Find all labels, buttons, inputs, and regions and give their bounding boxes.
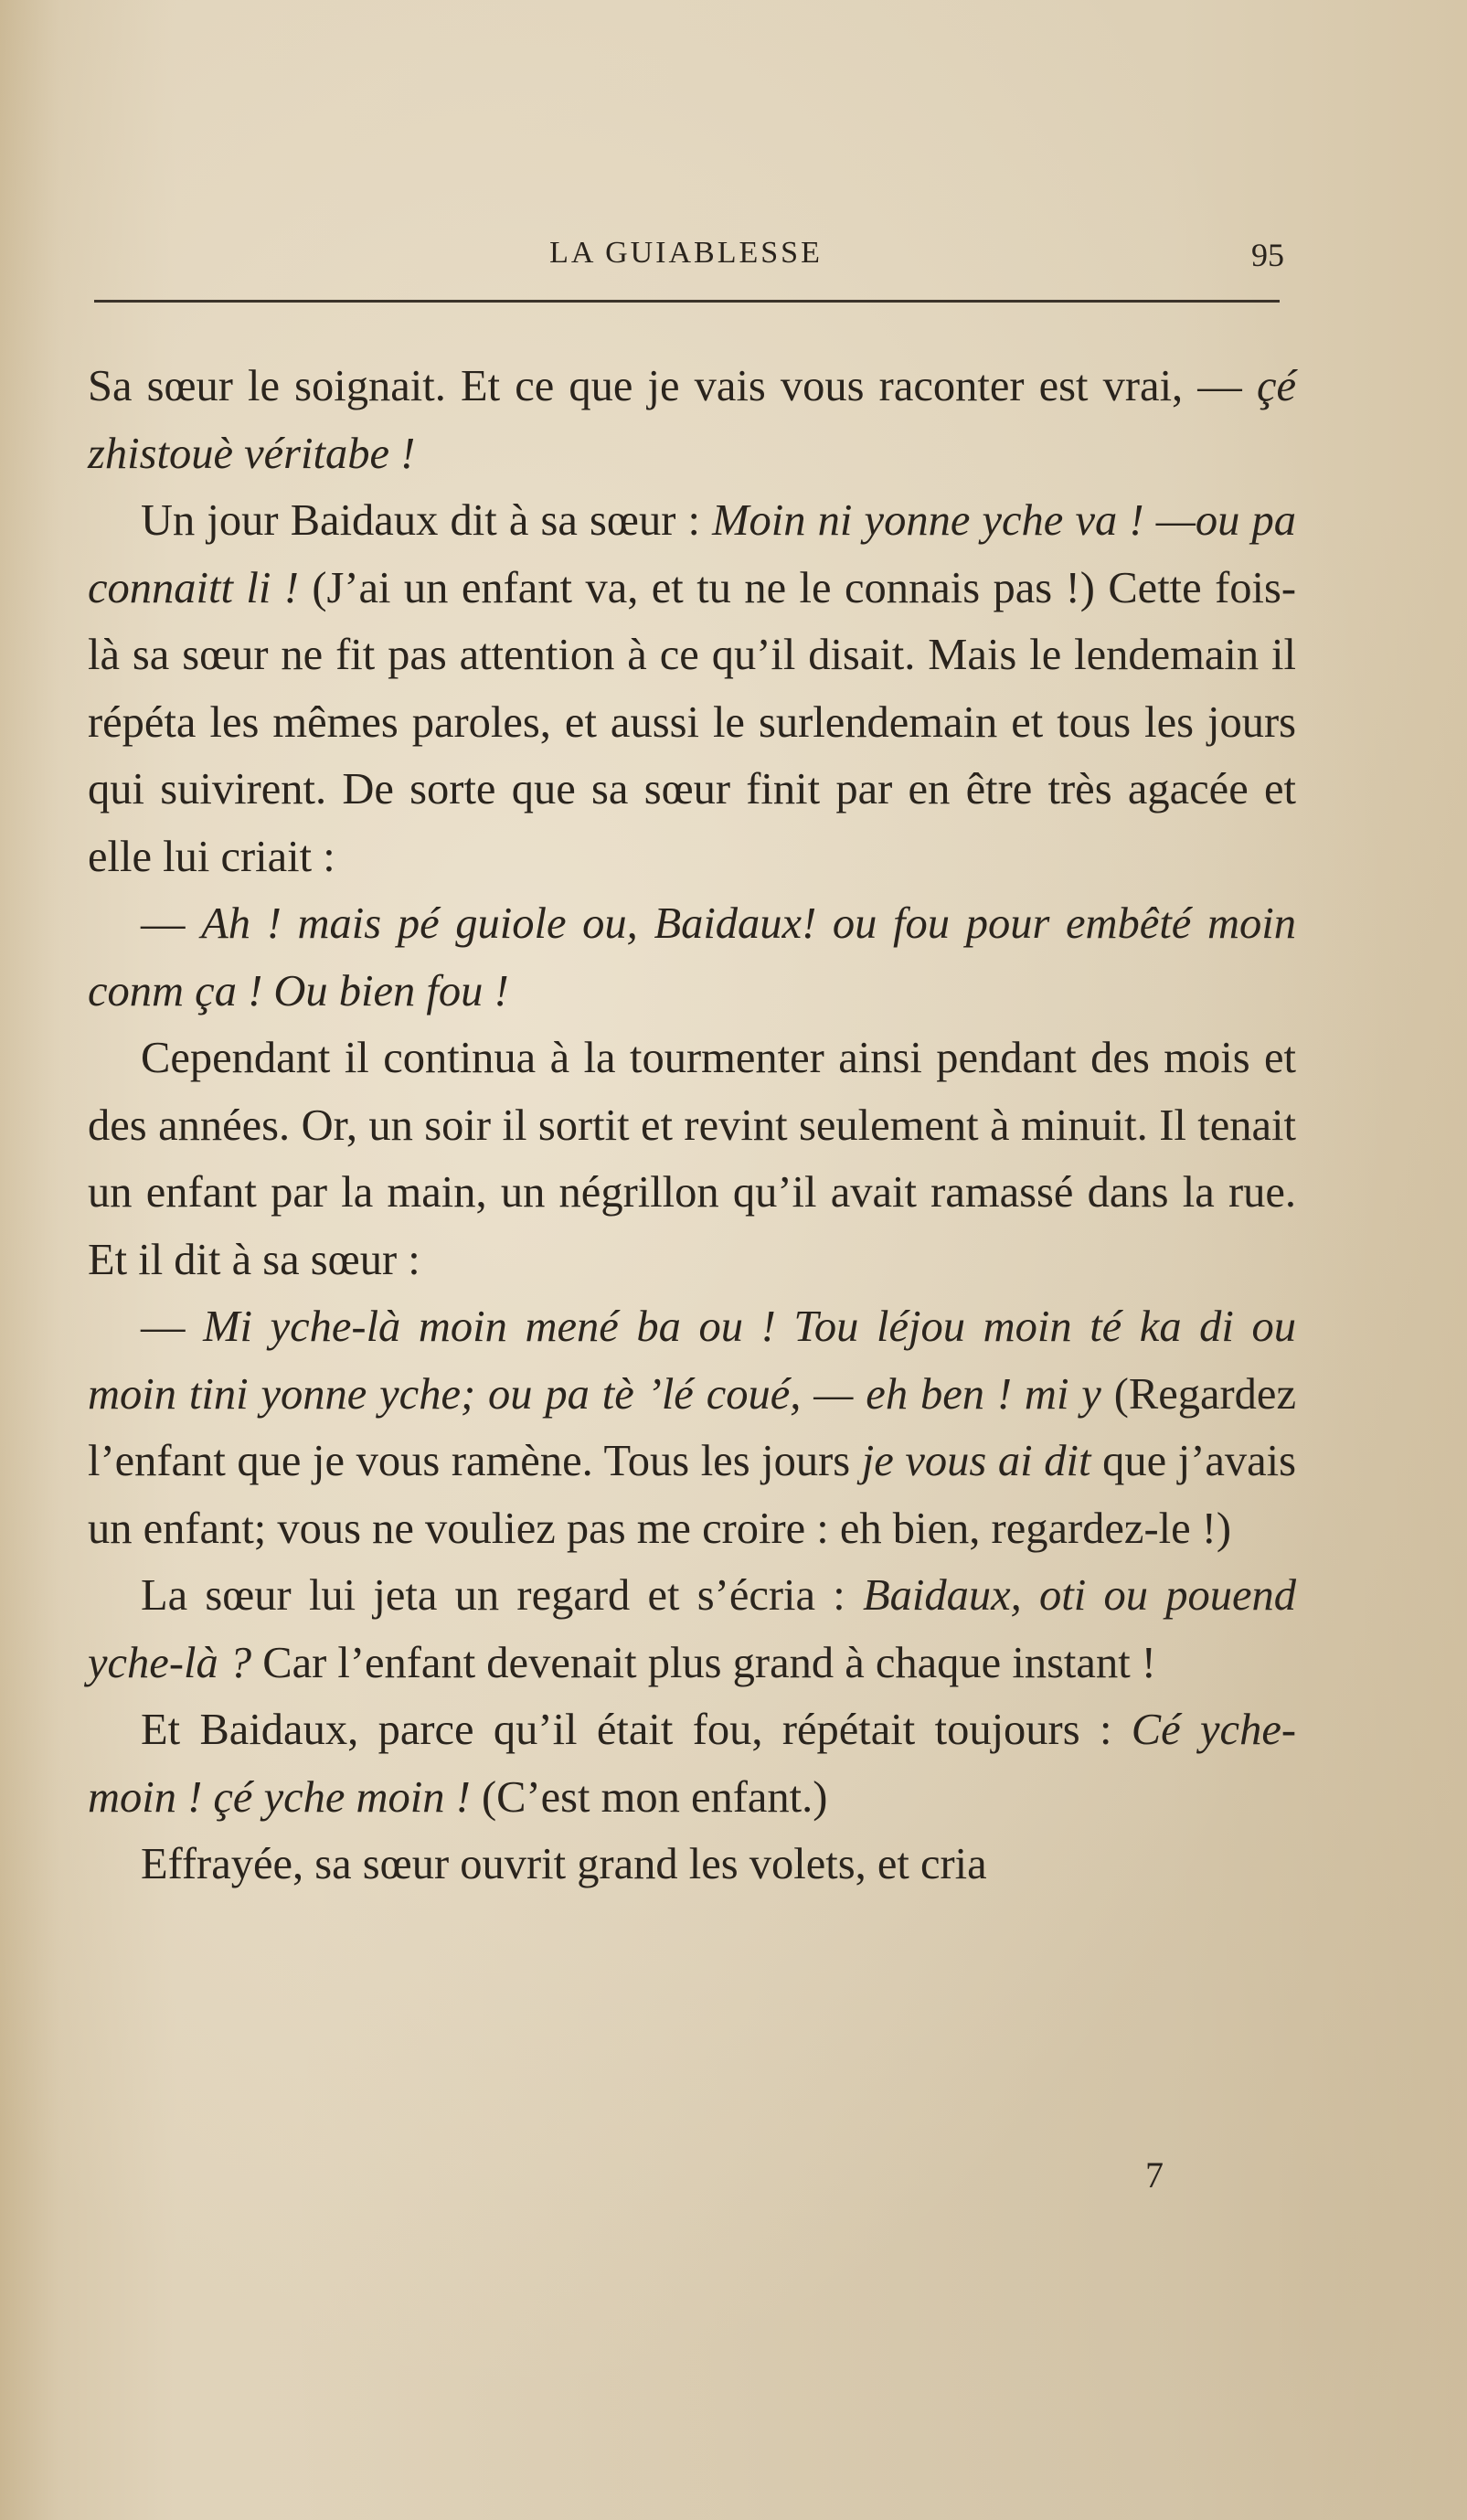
paragraph	[88, 890, 1296, 1025]
creole-phrase: Mi yche-là moin mené ba ou ! Tou léjou moin té ka di ou moin tini yonne yche; ou pa tè ’lé coué, — eh ben ! mi y	[88, 1303, 1297, 1419]
text-span: —	[141, 899, 202, 948]
creole-phrase: Cé yche-moin ! çé yche moin !	[88, 1706, 1296, 1822]
text-span: Un jour Baidaux dit à sa sœur :	[141, 496, 713, 545]
text-span: Sa sœur le soignait. Et ce que je vais vous raconter est vrai, —	[88, 362, 1257, 410]
creole-phrase: Baidaux, oti ou pouend yche-là ?	[88, 1571, 1297, 1687]
text-span: que j’avais un enfant; vous ne vouliez pas me croire : eh bien, regardez-le !)	[88, 1437, 1296, 1553]
creole-phrase: Ah ! mais pé guiole ou, Baidaux! ou fou pour embêté moin conm ça ! Ou bien fou !	[88, 899, 1296, 1015]
paragraph	[88, 1562, 1296, 1696]
text-span: (Regardez l’enfant que je vous ramène. Tous les jours	[88, 1369, 1296, 1485]
emphasis: je vous ai dit	[861, 1437, 1091, 1485]
text-span: Cependant il continua à la tourmenter ainsi pendant des mois et des années. Or, un soir il sortit et revint seulement à minuit. Il tenait un enfant par la main, un négrillon qu’il avait ramassé dans la rue. Et il dit à sa sœur :	[88, 1034, 1296, 1284]
header-rule	[94, 300, 1280, 303]
running-head	[88, 236, 1284, 272]
creole-phrase: çé zhistouè véritabe !	[88, 362, 1296, 478]
running-title: LA GUIABLESSE	[549, 236, 823, 270]
paragraph	[88, 1696, 1296, 1831]
text-span: (C’est mon enfant.)	[470, 1772, 828, 1822]
text-span: (J’ai un enfant va, et tu ne le connais pas !) Cette fois-là sa sœur ne fit pas attention à ce qu’il disait. Mais le lendemain il répéta les mêmes paroles, et aussi le surlendemain et tous les jours qui suivirent. De sorte que sa sœur finit par en être très agacée et elle lui criait :	[88, 563, 1296, 881]
text-span: —	[141, 1303, 204, 1351]
paragraph	[88, 353, 1296, 487]
signature-mark: 7	[1145, 2154, 1164, 2196]
page-number: 95	[1251, 237, 1284, 273]
creole-phrase: Moin ni yonne yche va ! —ou pa connaitt li !	[88, 496, 1296, 612]
paragraph	[88, 487, 1296, 890]
text-span: Effrayée, sa sœur ouvrit grand les volets, et cria	[141, 1840, 987, 1888]
text-span: Et Baidaux, parce qu’il était fou, répétait toujours :	[141, 1706, 1132, 1754]
paragraph	[88, 1293, 1296, 1562]
body-text	[88, 353, 1296, 1898]
paragraph	[88, 1831, 1296, 1898]
text-span: Car l’enfant devenait plus grand à chaque instant !	[251, 1638, 1156, 1687]
text-span: La sœur lui jeta un regard et s’écria :	[141, 1571, 864, 1620]
paragraph	[88, 1025, 1296, 1293]
